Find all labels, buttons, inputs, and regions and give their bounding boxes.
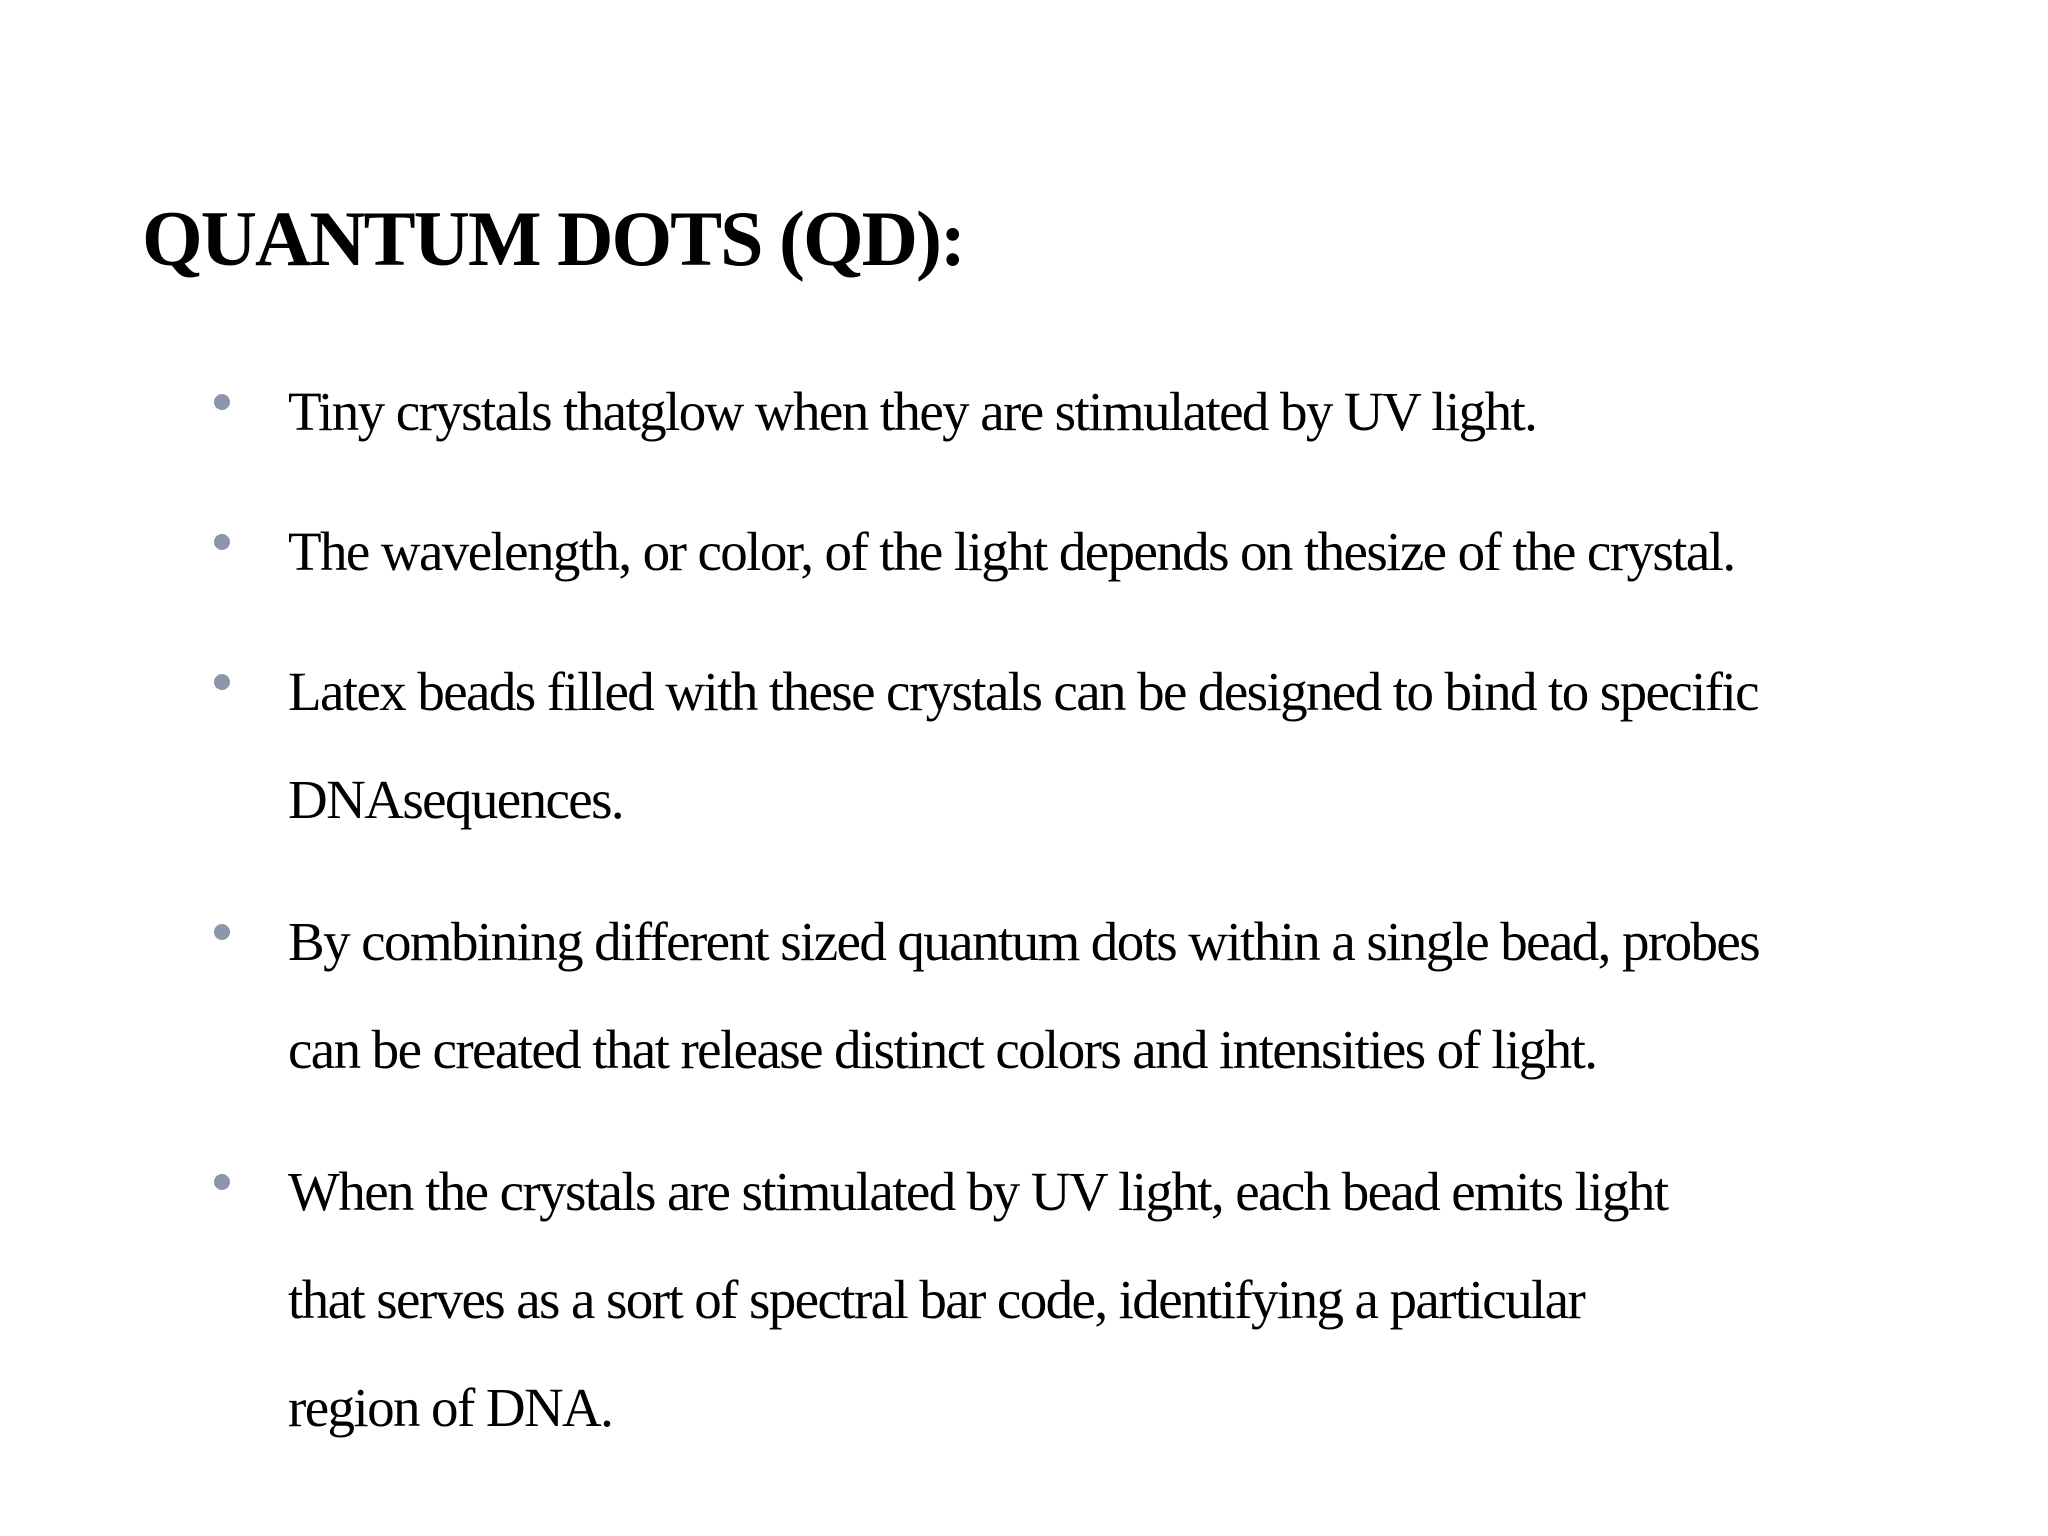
bullet-text xyxy=(288,520,1734,584)
bullet-dot-icon xyxy=(214,534,230,550)
bullet-text xyxy=(288,1138,1667,1462)
bullet-text xyxy=(288,638,1758,854)
slide-title: QUANTUM DOTS (QD): xyxy=(142,195,964,282)
bullet-text xyxy=(288,380,1536,444)
bullet-line: Tiny crystals thatglow when they are stimulated by UV light. xyxy=(288,381,1537,442)
bullet-line: DNAsequences. xyxy=(288,769,624,830)
bullet-text xyxy=(288,888,1759,1104)
bullet-dot-icon xyxy=(214,1174,230,1190)
bullet-dot-icon xyxy=(214,674,230,690)
bullet-line: can be created that release distinct colors and intensities of light. xyxy=(288,1019,1597,1080)
bullet-line: Latex beads filled with these crystals can be designed to bind to specific xyxy=(288,661,1758,722)
bullet-dot-icon xyxy=(214,924,230,940)
bullet-line: region of DNA. xyxy=(288,1377,613,1438)
bullet-line: When the crystals are stimulated by UV light, each bead emits light xyxy=(288,1161,1668,1222)
bullet-dot-icon xyxy=(214,394,230,410)
bullet-line: that serves as a sort of spectral bar code, identifying a particular xyxy=(288,1269,1585,1330)
bullet-line: By combining different sized quantum dots within a single bead, probes xyxy=(288,911,1759,972)
bullet-line: The wavelength, or color, of the light depends on thesize of the crystal. xyxy=(288,521,1735,582)
